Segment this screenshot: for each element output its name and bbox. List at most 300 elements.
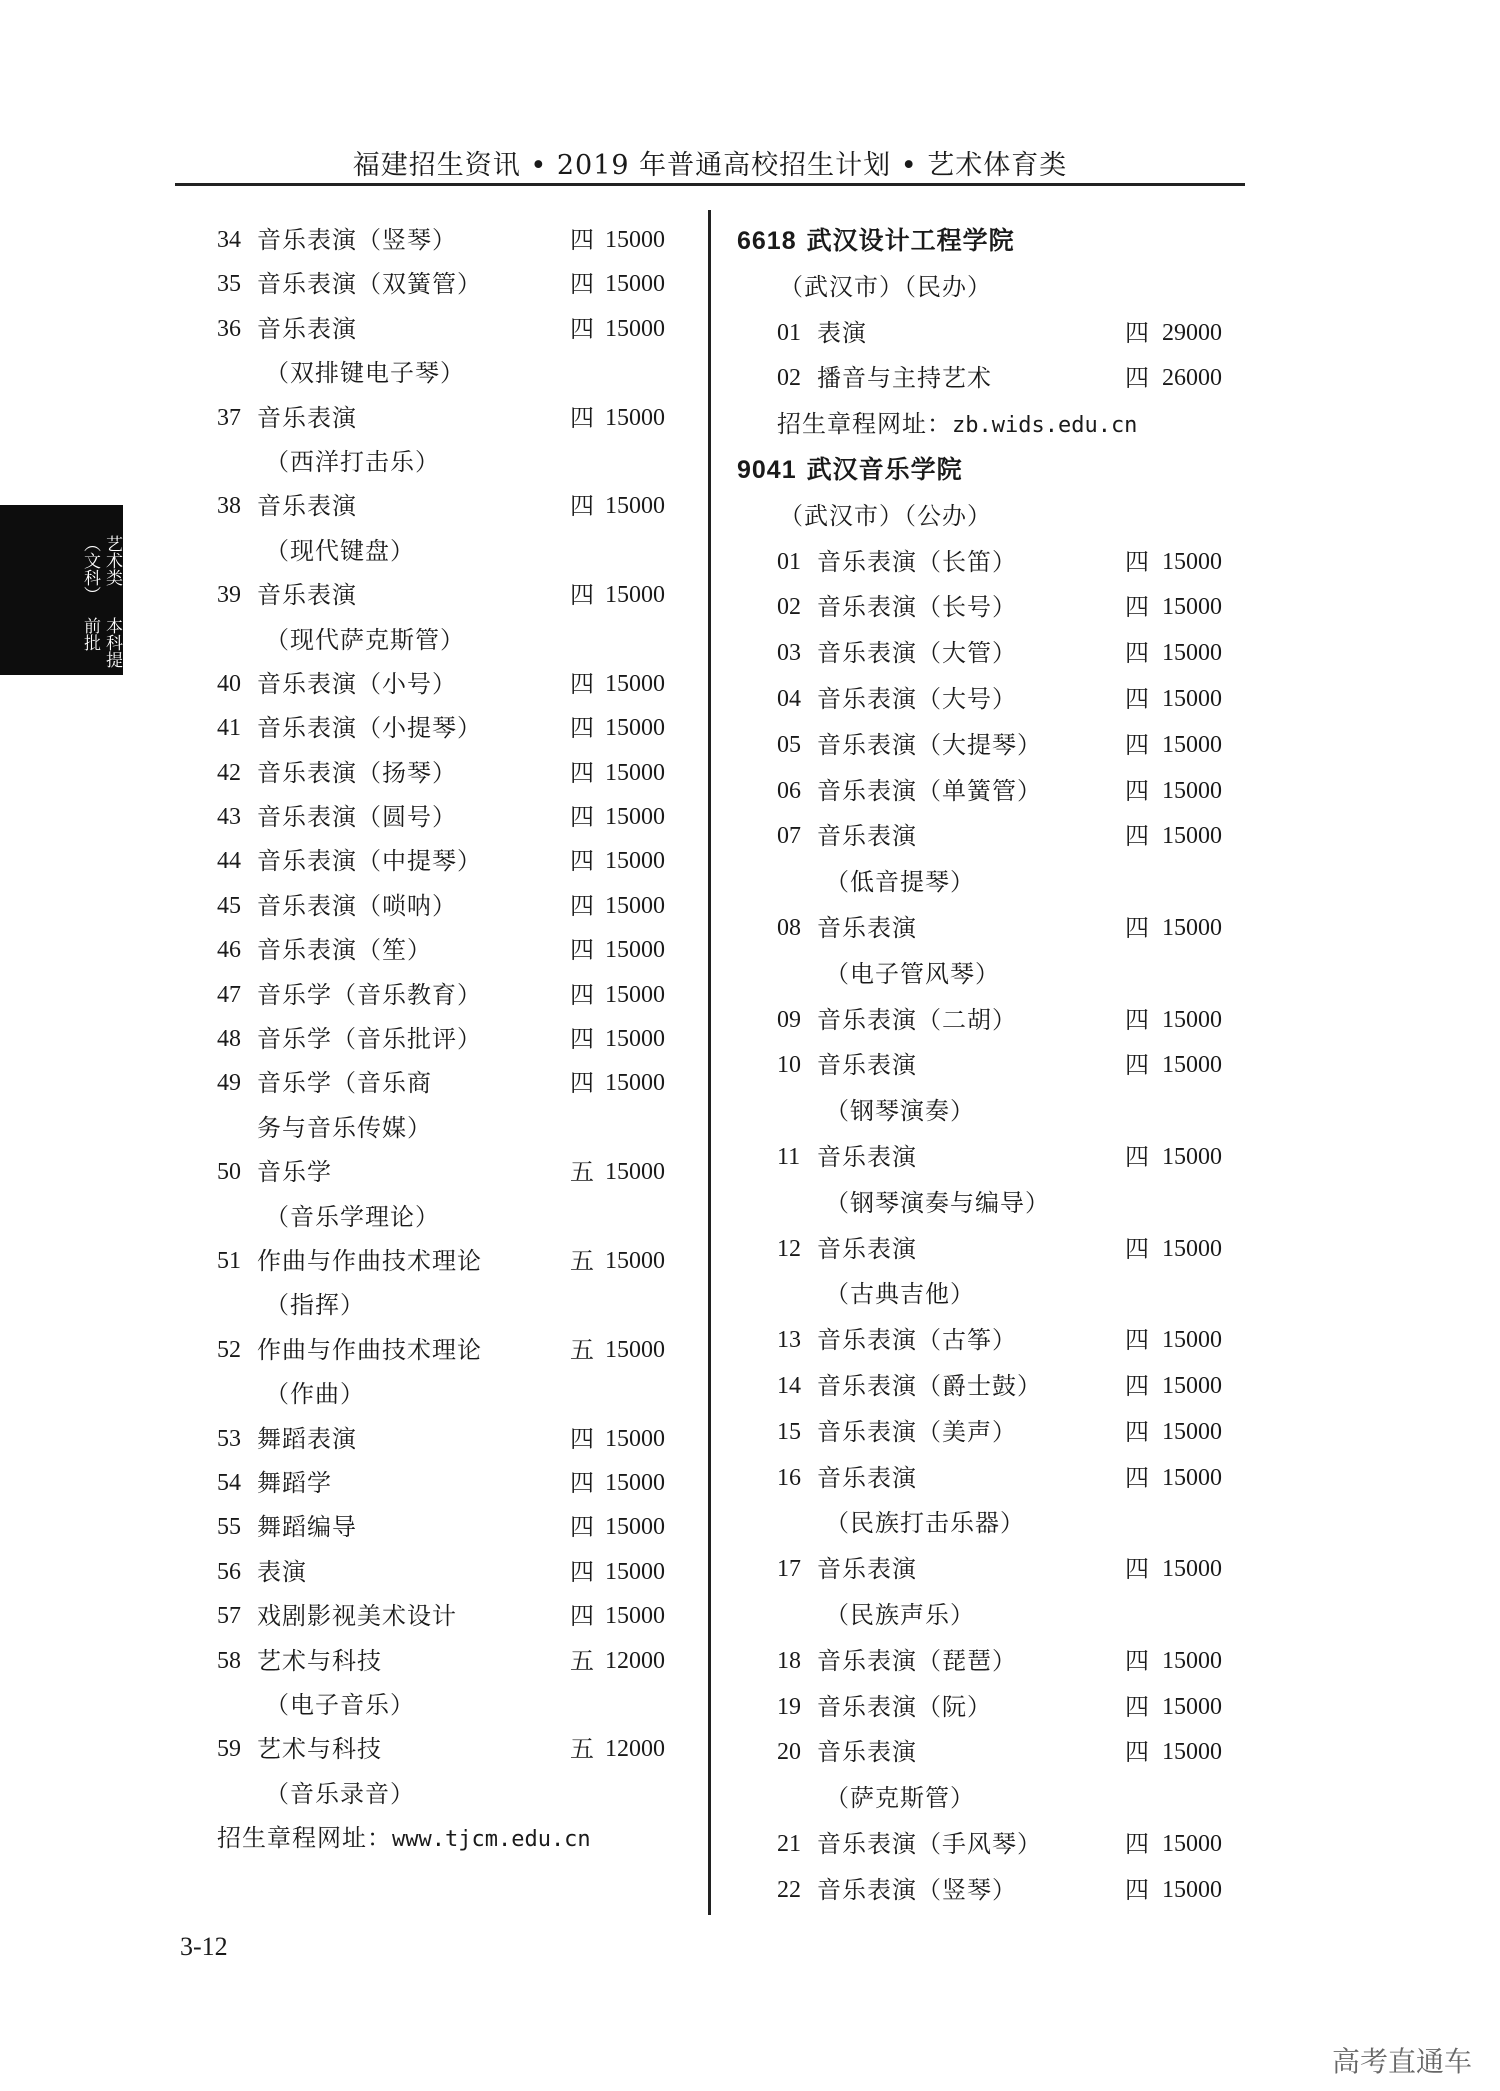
study-years: 四 bbox=[1125, 730, 1149, 759]
major-code: 42 bbox=[217, 759, 241, 786]
major-name: 表演 bbox=[257, 1557, 307, 1586]
major-name: 音乐表演 bbox=[817, 913, 917, 942]
major-row bbox=[737, 310, 1247, 356]
major-code: 50 bbox=[217, 1159, 241, 1186]
tuition-fee: 15000 bbox=[605, 715, 665, 742]
right-column bbox=[737, 218, 1247, 1912]
major-name-continuation bbox=[737, 951, 1247, 997]
tuition-fee: 12000 bbox=[605, 1736, 665, 1763]
tuition-fee: 15000 bbox=[1162, 1739, 1222, 1766]
study-years: 四 bbox=[1125, 1234, 1149, 1263]
major-code: 03 bbox=[777, 640, 801, 667]
major-row bbox=[175, 1639, 680, 1683]
study-years: 四 bbox=[570, 847, 594, 876]
study-years: 四 bbox=[1125, 1646, 1149, 1675]
study-years: 四 bbox=[1125, 318, 1149, 347]
major-name-cont-text: （电子音乐） bbox=[265, 1690, 415, 1719]
major-code: 34 bbox=[217, 227, 241, 253]
major-name: 音乐表演 bbox=[817, 1555, 917, 1584]
study-years: 四 bbox=[1125, 1051, 1149, 1080]
major-code: 22 bbox=[777, 1876, 801, 1903]
study-years: 四 bbox=[570, 1513, 594, 1542]
major-name-continuation bbox=[175, 1372, 680, 1416]
major-code: 43 bbox=[217, 804, 241, 831]
major-row bbox=[175, 1461, 680, 1505]
major-name-continuation bbox=[175, 618, 680, 662]
school-title bbox=[737, 447, 963, 493]
major-name: 音乐表演（阮） bbox=[817, 1692, 992, 1721]
major-name: 音乐表演（圆号） bbox=[257, 803, 457, 832]
major-name: 音乐表演 bbox=[817, 1051, 917, 1080]
tuition-fee: 29000 bbox=[1162, 319, 1222, 346]
study-years: 四 bbox=[570, 1557, 594, 1586]
major-code: 09 bbox=[777, 1006, 801, 1033]
study-years: 四 bbox=[570, 492, 594, 521]
major-row bbox=[737, 676, 1247, 722]
major-code: 16 bbox=[777, 1464, 801, 1491]
major-name: 音乐表演 bbox=[257, 581, 357, 610]
major-row bbox=[175, 928, 680, 972]
study-years: 四 bbox=[570, 270, 594, 299]
major-row bbox=[737, 768, 1247, 814]
study-years: 四 bbox=[1125, 1692, 1149, 1721]
column-divider bbox=[708, 210, 711, 1915]
tuition-fee: 15000 bbox=[605, 804, 665, 831]
major-code: 41 bbox=[217, 715, 241, 742]
major-row bbox=[737, 722, 1247, 768]
tuition-fee: 15000 bbox=[605, 271, 665, 298]
major-name-cont-text: （钢琴演奏与编导） bbox=[825, 1188, 1050, 1217]
major-name: 音乐学（音乐商 bbox=[257, 1069, 432, 1098]
study-years: 五 bbox=[570, 1646, 594, 1675]
major-code: 44 bbox=[217, 848, 241, 875]
study-years: 四 bbox=[570, 1602, 594, 1631]
admission-url-address: www.tjcm.edu.cn bbox=[392, 1827, 591, 1853]
major-name-cont-text: （钢琴演奏） bbox=[825, 1097, 975, 1126]
major-row bbox=[175, 884, 680, 928]
tuition-fee: 15000 bbox=[1162, 1052, 1222, 1079]
study-years: 四 bbox=[1125, 547, 1149, 576]
major-row bbox=[175, 1150, 680, 1194]
major-row bbox=[737, 584, 1247, 630]
major-name: 音乐表演 bbox=[257, 403, 357, 432]
major-code: 18 bbox=[777, 1647, 801, 1674]
side-section-tab bbox=[0, 505, 123, 675]
major-name-continuation bbox=[737, 1775, 1247, 1821]
major-row bbox=[737, 1638, 1247, 1684]
side-tab-line-2: 本科提前批 bbox=[80, 616, 122, 668]
major-name-cont-text: （音乐录音） bbox=[265, 1779, 415, 1808]
major-code: 46 bbox=[217, 937, 241, 964]
major-name: 音乐表演（小提琴） bbox=[257, 714, 482, 743]
major-name: 音乐表演 bbox=[817, 1142, 917, 1171]
study-years: 四 bbox=[570, 714, 594, 743]
tuition-fee: 15000 bbox=[1162, 1235, 1222, 1262]
major-row bbox=[737, 630, 1247, 676]
major-row bbox=[737, 813, 1247, 859]
major-name: 音乐表演（长号） bbox=[817, 593, 1017, 622]
major-row bbox=[737, 355, 1247, 401]
major-name: 音乐表演（小号） bbox=[257, 669, 457, 698]
admission-url-row bbox=[737, 401, 1247, 447]
tuition-fee: 15000 bbox=[1162, 1327, 1222, 1354]
major-row bbox=[737, 1317, 1247, 1363]
major-code: 10 bbox=[777, 1052, 801, 1079]
major-code: 37 bbox=[217, 404, 241, 431]
study-years: 四 bbox=[570, 1069, 594, 1098]
study-years: 四 bbox=[570, 980, 594, 1009]
study-years: 四 bbox=[1125, 1829, 1149, 1858]
major-row bbox=[737, 1455, 1247, 1501]
major-name: 音乐表演（中提琴） bbox=[257, 847, 482, 876]
major-name-continuation bbox=[737, 1180, 1247, 1226]
admission-url-address: zb.wids.edu.cn bbox=[952, 413, 1138, 439]
major-name: 音乐表演 bbox=[257, 314, 357, 343]
major-code: 11 bbox=[777, 1143, 801, 1170]
major-name: 音乐表演 bbox=[817, 1738, 917, 1767]
school-location-text: （武汉市）（公办） bbox=[779, 501, 992, 530]
major-name: 戏剧影视美术设计 bbox=[257, 1602, 457, 1631]
study-years: 四 bbox=[1125, 1875, 1149, 1904]
admission-url-label: 招生章程网址： bbox=[777, 410, 952, 439]
study-years: 四 bbox=[1125, 1371, 1149, 1400]
major-code: 08 bbox=[777, 914, 801, 941]
tuition-fee: 15000 bbox=[605, 937, 665, 964]
major-name: 音乐学 bbox=[257, 1158, 332, 1187]
major-name: 音乐表演（二胡） bbox=[817, 1005, 1017, 1034]
major-name: 音乐表演（扬琴） bbox=[257, 758, 457, 787]
study-years: 四 bbox=[570, 803, 594, 832]
major-row bbox=[737, 997, 1247, 1043]
major-name-continuation bbox=[175, 1683, 680, 1727]
study-years: 四 bbox=[570, 891, 594, 920]
study-years: 四 bbox=[1125, 776, 1149, 805]
major-name: 音乐表演（琵琶） bbox=[817, 1646, 1017, 1675]
tuition-fee: 15000 bbox=[605, 582, 665, 609]
major-name: 音乐表演 bbox=[817, 1463, 917, 1492]
major-code: 47 bbox=[217, 981, 241, 1008]
school-name: 武汉设计工程学院 bbox=[806, 226, 1015, 255]
left-column bbox=[175, 218, 680, 1860]
major-row bbox=[175, 1061, 680, 1105]
major-name: 播音与主持艺术 bbox=[817, 364, 992, 393]
tuition-fee: 15000 bbox=[605, 1514, 665, 1541]
major-code: 36 bbox=[217, 315, 241, 342]
major-name: 音乐表演（唢呐） bbox=[257, 891, 457, 920]
watermark: 高考直通车 bbox=[1331, 2045, 1472, 2078]
major-row bbox=[175, 1594, 680, 1638]
tuition-fee: 15000 bbox=[1162, 594, 1222, 621]
study-years: 四 bbox=[1125, 1005, 1149, 1034]
major-name: 舞蹈学 bbox=[257, 1468, 332, 1497]
major-name-cont-text: （萨克斯管） bbox=[825, 1784, 975, 1813]
major-row bbox=[175, 307, 680, 351]
major-row bbox=[737, 1546, 1247, 1592]
school-title bbox=[737, 218, 1015, 264]
major-name-cont-text: （双排键电子琴） bbox=[265, 359, 465, 388]
study-years: 四 bbox=[1125, 364, 1149, 393]
major-code: 01 bbox=[777, 319, 801, 346]
major-name-cont-text: （现代键盘） bbox=[265, 536, 415, 565]
major-code: 19 bbox=[777, 1693, 801, 1720]
major-row bbox=[737, 1363, 1247, 1409]
school-location bbox=[737, 264, 1247, 310]
major-row bbox=[737, 1409, 1247, 1455]
major-name-cont-text: （现代萨克斯管） bbox=[265, 625, 465, 654]
study-years: 四 bbox=[570, 581, 594, 610]
major-code: 39 bbox=[217, 582, 241, 609]
major-code: 35 bbox=[217, 271, 241, 298]
tuition-fee: 15000 bbox=[605, 1425, 665, 1452]
major-name: 音乐表演（大管） bbox=[817, 639, 1017, 668]
major-name: 作曲与作曲技术理论 bbox=[257, 1335, 482, 1364]
major-name: 音乐学（音乐教育） bbox=[257, 980, 482, 1009]
major-name: 音乐学（音乐批评） bbox=[257, 1025, 482, 1054]
tuition-fee: 12000 bbox=[605, 1647, 665, 1674]
admission-url bbox=[777, 401, 1137, 449]
major-code: 56 bbox=[217, 1558, 241, 1585]
major-row bbox=[175, 218, 680, 262]
study-years: 五 bbox=[570, 1246, 594, 1275]
study-years: 四 bbox=[570, 758, 594, 787]
major-name: 舞蹈表演 bbox=[257, 1424, 357, 1453]
major-code: 48 bbox=[217, 1026, 241, 1053]
major-name-cont-text: （古典吉他） bbox=[825, 1280, 975, 1309]
major-row bbox=[737, 1134, 1247, 1180]
study-years: 五 bbox=[570, 1735, 594, 1764]
major-code: 15 bbox=[777, 1418, 801, 1445]
tuition-fee: 15000 bbox=[605, 759, 665, 786]
major-code: 52 bbox=[217, 1336, 241, 1363]
tuition-fee: 15000 bbox=[1162, 1556, 1222, 1583]
major-name-continuation bbox=[175, 1106, 680, 1150]
major-row bbox=[175, 1017, 680, 1061]
major-row bbox=[175, 1239, 680, 1283]
header-rule bbox=[175, 183, 1245, 186]
school-header bbox=[737, 447, 1247, 493]
major-code: 05 bbox=[777, 731, 801, 758]
major-name-continuation bbox=[737, 1592, 1247, 1638]
tuition-fee: 15000 bbox=[605, 981, 665, 1008]
tuition-fee: 15000 bbox=[605, 1070, 665, 1097]
major-name: 音乐表演（手风琴） bbox=[817, 1829, 1042, 1858]
major-name: 艺术与科技 bbox=[257, 1646, 382, 1675]
school-location-text: （武汉市）（民办） bbox=[779, 272, 992, 301]
major-row bbox=[175, 839, 680, 883]
major-row bbox=[737, 1684, 1247, 1730]
major-row bbox=[175, 706, 680, 750]
major-row bbox=[737, 539, 1247, 585]
tuition-fee: 15000 bbox=[1162, 1143, 1222, 1170]
major-code: 51 bbox=[217, 1247, 241, 1274]
tuition-fee: 15000 bbox=[605, 404, 665, 431]
major-row bbox=[737, 905, 1247, 951]
major-row bbox=[175, 662, 680, 706]
major-name: 音乐表演（爵士鼓） bbox=[817, 1371, 1042, 1400]
tuition-fee: 15000 bbox=[1162, 1464, 1222, 1491]
major-code: 14 bbox=[777, 1372, 801, 1399]
major-name: 音乐表演（长笛） bbox=[817, 547, 1017, 576]
tuition-fee: 15000 bbox=[1162, 777, 1222, 804]
tuition-fee: 15000 bbox=[605, 848, 665, 875]
tuition-fee: 15000 bbox=[605, 1336, 665, 1363]
tuition-fee: 15000 bbox=[605, 892, 665, 919]
major-name-continuation bbox=[175, 351, 680, 395]
major-code: 40 bbox=[217, 670, 241, 697]
tuition-fee: 15000 bbox=[1162, 1693, 1222, 1720]
tuition-fee: 15000 bbox=[605, 1603, 665, 1630]
major-name: 音乐表演（单簧管） bbox=[817, 776, 1042, 805]
major-name-continuation bbox=[737, 1500, 1247, 1546]
tuition-fee: 15000 bbox=[1162, 548, 1222, 575]
tuition-fee: 15000 bbox=[1162, 731, 1222, 758]
tuition-fee: 15000 bbox=[605, 315, 665, 342]
major-name-continuation bbox=[175, 1195, 680, 1239]
major-name: 音乐表演（双簧管） bbox=[257, 270, 482, 299]
major-code: 49 bbox=[217, 1070, 241, 1097]
page-number: 3-12 bbox=[180, 1932, 228, 1961]
tuition-fee: 15000 bbox=[1162, 1418, 1222, 1445]
study-years: 四 bbox=[1125, 1326, 1149, 1355]
major-row bbox=[737, 1042, 1247, 1088]
study-years: 四 bbox=[1125, 1555, 1149, 1584]
major-code: 38 bbox=[217, 493, 241, 520]
major-code: 01 bbox=[777, 548, 801, 575]
major-code: 07 bbox=[777, 823, 801, 850]
study-years: 四 bbox=[570, 936, 594, 965]
major-row bbox=[175, 795, 680, 839]
major-name-continuation bbox=[737, 859, 1247, 905]
study-years: 四 bbox=[1125, 1463, 1149, 1492]
major-name-continuation bbox=[737, 1088, 1247, 1134]
major-name: 音乐表演（美声） bbox=[817, 1417, 1017, 1446]
major-code: 06 bbox=[777, 777, 801, 804]
school-code: 9041 bbox=[737, 455, 797, 484]
tuition-fee: 15000 bbox=[605, 227, 665, 253]
major-row bbox=[175, 973, 680, 1017]
study-years: 四 bbox=[1125, 1738, 1149, 1767]
major-row bbox=[175, 1550, 680, 1594]
tuition-fee: 15000 bbox=[1162, 914, 1222, 941]
major-row bbox=[175, 484, 680, 528]
major-name-cont-text: （指挥） bbox=[265, 1291, 365, 1320]
major-name: 音乐表演（大号） bbox=[817, 684, 1017, 713]
major-code: 59 bbox=[217, 1736, 241, 1763]
tuition-fee: 15000 bbox=[1162, 1006, 1222, 1033]
study-years: 四 bbox=[1125, 913, 1149, 942]
study-years: 五 bbox=[570, 1335, 594, 1364]
major-row bbox=[175, 1328, 680, 1372]
major-code: 20 bbox=[777, 1739, 801, 1766]
major-name: 舞蹈编导 bbox=[257, 1513, 357, 1542]
study-years: 四 bbox=[1125, 593, 1149, 622]
tuition-fee: 26000 bbox=[1162, 365, 1222, 392]
page-header-title: 福建招生资讯 • 2019 年普通高校招生计划 • 艺术体育类 bbox=[352, 150, 1068, 181]
major-row bbox=[737, 1226, 1247, 1272]
major-name-cont-text: 务与音乐传媒） bbox=[257, 1113, 432, 1142]
major-code: 02 bbox=[777, 594, 801, 621]
major-row bbox=[737, 1821, 1247, 1867]
major-row bbox=[175, 751, 680, 795]
major-name: 艺术与科技 bbox=[257, 1735, 382, 1764]
study-years: 四 bbox=[570, 226, 594, 254]
major-code: 13 bbox=[777, 1327, 801, 1354]
major-row bbox=[737, 1867, 1247, 1913]
major-name-continuation bbox=[737, 1271, 1247, 1317]
study-years: 四 bbox=[570, 314, 594, 343]
tuition-fee: 15000 bbox=[1162, 640, 1222, 667]
admission-url bbox=[217, 1816, 591, 1862]
major-name: 音乐表演（笙） bbox=[257, 936, 432, 965]
major-code: 55 bbox=[217, 1514, 241, 1541]
tuition-fee: 15000 bbox=[605, 670, 665, 697]
major-name: 音乐表演 bbox=[817, 822, 917, 851]
study-years: 四 bbox=[1125, 639, 1149, 668]
major-code: 53 bbox=[217, 1425, 241, 1452]
study-years: 四 bbox=[1125, 684, 1149, 713]
major-name-continuation bbox=[175, 1772, 680, 1816]
tuition-fee: 15000 bbox=[605, 1026, 665, 1053]
major-name: 音乐表演（竖琴） bbox=[817, 1875, 1017, 1904]
major-code: 58 bbox=[217, 1647, 241, 1674]
tuition-fee: 15000 bbox=[1162, 1372, 1222, 1399]
major-code: 21 bbox=[777, 1830, 801, 1857]
major-row bbox=[175, 396, 680, 440]
major-row bbox=[175, 1417, 680, 1461]
major-row bbox=[175, 573, 680, 617]
tuition-fee: 15000 bbox=[1162, 685, 1222, 712]
side-tab-line-1: 艺术类（文科） bbox=[80, 535, 122, 603]
tuition-fee: 15000 bbox=[1162, 1830, 1222, 1857]
major-name-cont-text: （民族打击乐器） bbox=[825, 1509, 1025, 1538]
major-name: 音乐表演 bbox=[817, 1234, 917, 1263]
major-name: 音乐表演（竖琴） bbox=[257, 226, 457, 254]
tuition-fee: 15000 bbox=[605, 1159, 665, 1186]
major-name: 音乐表演（大提琴） bbox=[817, 730, 1042, 759]
study-years: 四 bbox=[1125, 1417, 1149, 1446]
major-name-cont-text: （作曲） bbox=[265, 1380, 365, 1409]
major-row bbox=[175, 1727, 680, 1771]
tuition-fee: 15000 bbox=[605, 1247, 665, 1274]
major-name-continuation bbox=[175, 1283, 680, 1327]
major-name-continuation bbox=[175, 529, 680, 573]
study-years: 四 bbox=[570, 1025, 594, 1054]
study-years: 五 bbox=[570, 1158, 594, 1187]
major-row bbox=[175, 262, 680, 306]
major-name: 音乐表演（古筝） bbox=[817, 1326, 1017, 1355]
study-years: 四 bbox=[570, 403, 594, 432]
study-years: 四 bbox=[570, 1468, 594, 1497]
major-row bbox=[175, 1505, 680, 1549]
study-years: 四 bbox=[570, 1424, 594, 1453]
tuition-fee: 15000 bbox=[605, 493, 665, 520]
major-code: 45 bbox=[217, 892, 241, 919]
major-name-cont-text: （音乐学理论） bbox=[265, 1202, 440, 1231]
major-name-cont-text: （低音提琴） bbox=[825, 868, 975, 897]
tuition-fee: 15000 bbox=[1162, 823, 1222, 850]
tuition-fee: 15000 bbox=[605, 1558, 665, 1585]
study-years: 四 bbox=[1125, 1142, 1149, 1171]
study-years: 四 bbox=[1125, 822, 1149, 851]
tuition-fee: 15000 bbox=[1162, 1647, 1222, 1674]
admission-url-label: 招生章程网址： bbox=[217, 1824, 392, 1853]
major-name: 音乐表演 bbox=[257, 492, 357, 521]
study-years: 四 bbox=[570, 669, 594, 698]
school-name: 武汉音乐学院 bbox=[806, 454, 963, 484]
school-header bbox=[737, 218, 1247, 264]
admission-url-row bbox=[175, 1816, 680, 1860]
major-name: 作曲与作曲技术理论 bbox=[257, 1246, 482, 1275]
